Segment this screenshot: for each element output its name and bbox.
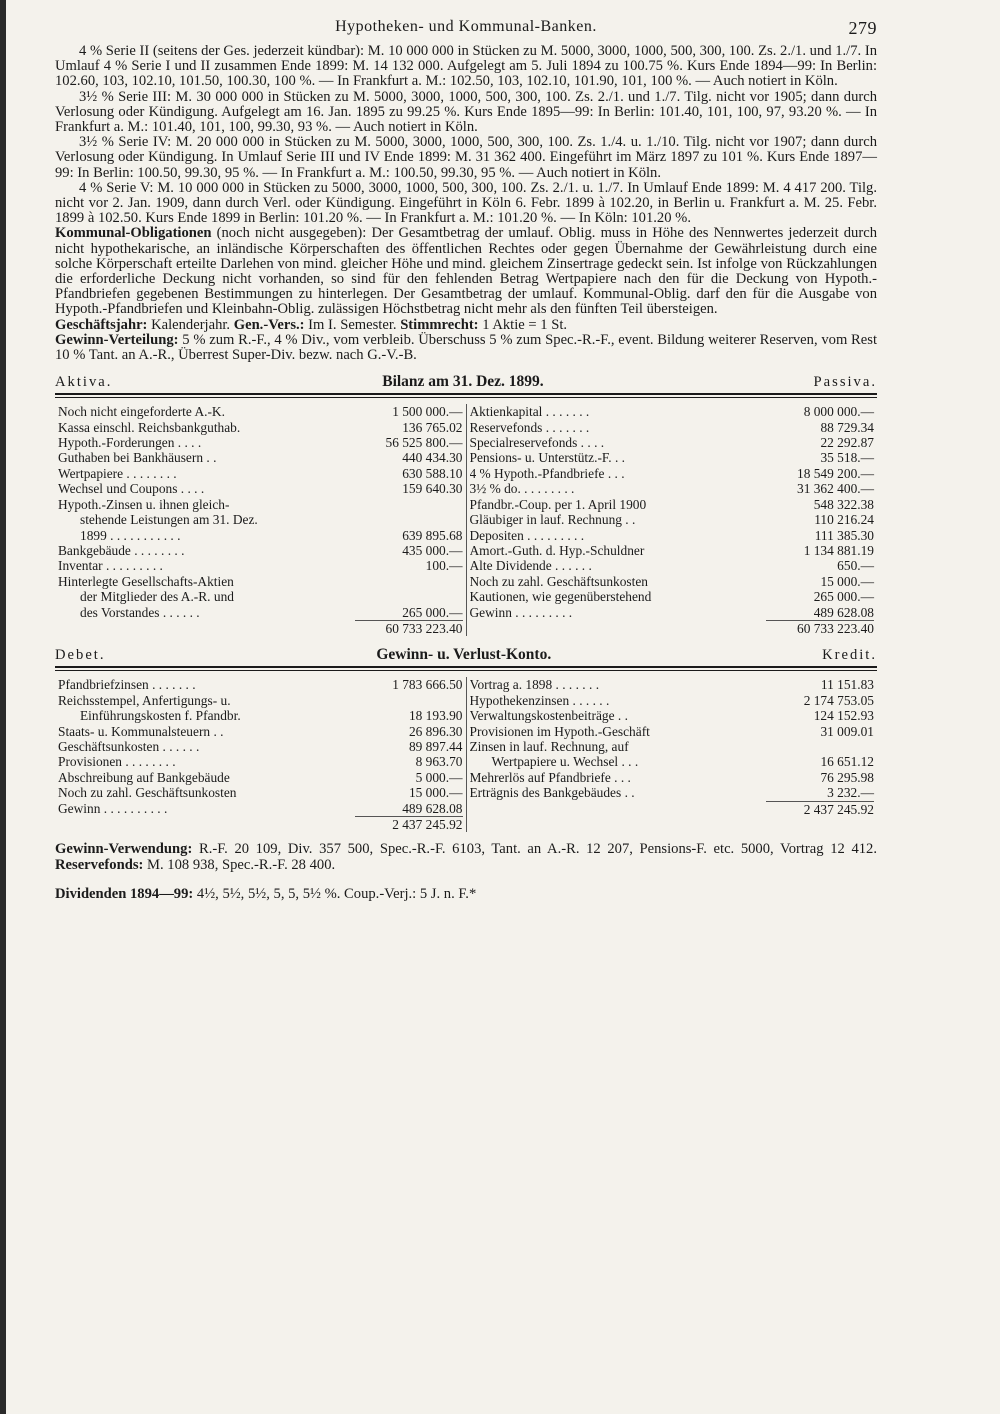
- ledger-label: 3½ % do. . . . . . . . .: [469, 481, 575, 497]
- geschaeftsjahr-heading: Geschäftsjahr:: [55, 316, 148, 333]
- bilanz-double-rule: [55, 393, 877, 398]
- ledger-value: 16 651.12: [820, 754, 874, 770]
- ledger-value: 18 549 200.—: [797, 465, 874, 481]
- ledger-value: 489 628.08: [813, 604, 874, 620]
- ledger-label: Kautionen, wie gegenüberstehend: [469, 589, 652, 605]
- ledger-label: Vortrag a. 1898 . . . . . . .: [469, 677, 600, 693]
- ledger-row: [55, 785, 466, 800]
- ledger-row: [467, 574, 878, 589]
- gewinn-verteilung-text: 5 % zum R.-F., 4 % Div., vom verbleib. Überschuss 5 % zum Spec.-R.-F., event. Bildung weiterer Reserven, vom Rest 10 % Tant. an A.-R., Überrest Super-Div. bezw. nach G.-V.-B.: [55, 331, 877, 364]
- ledger-value: 1 783 666.50: [392, 677, 463, 693]
- ledger-row: [467, 724, 878, 739]
- passiva-heading: Passiva.: [813, 374, 877, 391]
- ledger-value: 8 000 000.—: [803, 404, 874, 420]
- ledger-label: Aktienkapital . . . . . . .: [469, 404, 590, 420]
- ledger-row: [55, 558, 466, 573]
- ledger-value: 159 640.30: [402, 481, 463, 497]
- ledger-row: [467, 528, 878, 543]
- document-page: [55, 18, 877, 903]
- ledger-value: 639 895.68: [402, 527, 463, 543]
- ledger-value: 2 174 753.05: [803, 692, 874, 708]
- ledger-label: Pensions- u. Unterstütz.-F. . .: [469, 450, 626, 466]
- ledger-label: Hypothekenzinsen . . . . . .: [469, 692, 610, 708]
- ledger-label: Gewinn . . . . . . . . . .: [58, 800, 168, 816]
- debet-heading: Debet.: [55, 647, 106, 664]
- ledger-total-value: 60 733 223.40: [766, 620, 874, 636]
- binding-edge: [0, 0, 6, 1414]
- ledger-value: 89 897.44: [408, 738, 463, 754]
- ledger-label: Erträgnis des Bankgebäudes . .: [469, 785, 635, 801]
- ledger-row: [467, 677, 878, 692]
- page-header: [55, 18, 877, 44]
- ledger-value: 111 385.30: [814, 527, 874, 543]
- ledger-row: [55, 605, 466, 620]
- gewinn-verteilung-heading: Gewinn-Verteilung:: [55, 331, 179, 348]
- ledger-label: Reservefonds . . . . . . .: [469, 419, 590, 435]
- gen-vers-heading: Gen.-Vers.:: [233, 316, 305, 333]
- ledger-total-row: [467, 620, 878, 636]
- ledger-row: [55, 589, 466, 604]
- ledger-row: [55, 466, 466, 481]
- ledger-value: 31 362 400.—: [797, 481, 874, 497]
- ledger-value: 76 295.98: [820, 769, 874, 785]
- ledger-label: Abschreibung auf Bankgebäude: [58, 769, 230, 785]
- guv-title: Gewinn- u. Verlust-Konto.: [376, 646, 552, 664]
- ledger-row: [467, 543, 878, 558]
- ledger-row: [55, 497, 466, 512]
- ledger-value: 650.—: [837, 558, 874, 574]
- ledger-label: Bankgebäude . . . . . . . .: [58, 542, 185, 558]
- ledger-value: 110 216.24: [814, 512, 874, 528]
- ledger-row: [467, 558, 878, 573]
- kommunal-obligationen-text: (noch nicht ausgegeben): Der Gesamtbetrag der umlauf. Oblig. muss in Höhe des Nennwertes jederzeit durch nicht hypothekarische, an inländische Körperschaften des öffentlichen Rechtes oder gegen Übernahme der Gewährleistung durch eine solche Körperschaft erteilte Darlehen von mind. gleicher Höhe und mind. gleichem Zinsertrage gedeckt sein. Ist infolge von Rückzahlungen die erforderliche Deckung nicht vorhanden, so sind für den fehlenden Betrag Wertpapiere nach den für die Deckung von Hypoth.-Pfandbriefen gegebenen Bestimmungen zu hinterlegen. Der Gesamtbetrag der umlauf. Kommunal-Oblig. darf den für die Ausgabe von Hypoth.-Pfandbriefen und Kleinbahn-Oblig. zulässigen Höchstbetrag nicht mehr als den fünften Teil übersteigen.: [55, 225, 877, 318]
- ledger-row: [55, 801, 466, 816]
- ledger-label: Specialreservefonds . . . .: [469, 435, 605, 451]
- ledger-value: 8 963.70: [415, 754, 463, 770]
- ledger-value: 489 628.08: [402, 800, 463, 816]
- ledger-total-row: [55, 816, 466, 832]
- ledger-label: Guthaben bei Bankhäusern . .: [58, 450, 217, 466]
- ledger-row: [467, 420, 878, 435]
- ledger-row: [55, 739, 466, 754]
- ledger-row: [55, 708, 466, 723]
- dividenden-heading: Dividenden 1894—99:: [55, 886, 194, 903]
- ledger-row: [55, 404, 466, 419]
- ledger-value: 3 232.—: [827, 785, 874, 801]
- ledger-value: 22 292.87: [820, 435, 874, 451]
- reservefonds-heading: Reservefonds:: [55, 856, 144, 873]
- ledger-label: Kassa einschl. Reichsbankguthab.: [58, 419, 241, 435]
- gewinn-verwendung-text: R.-F. 20 109, Div. 357 500, Spec.-R.-F. 6103, Tant. an A.-R. 12 207, Pensions-F. etc. 5000, Vortrag 12 412.: [192, 841, 877, 858]
- ledger-row: [467, 708, 878, 723]
- ledger-row: [467, 481, 878, 496]
- ledger-label: Wertpapiere . . . . . . . .: [58, 465, 177, 481]
- geschaeftsjahr-text: Kalenderjahr.: [147, 316, 234, 333]
- ledger-value: 5 000.—: [415, 769, 463, 785]
- ledger-value: 11 151.83: [820, 677, 874, 693]
- ledger-row: [55, 481, 466, 496]
- ledger-label: Pfandbr.-Coup. per 1. April 1900: [469, 496, 647, 512]
- ledger-label: Gläubiger in lauf. Rechnung . .: [469, 512, 636, 528]
- ledger-label: 4 % Hypoth.-Pfandbriefe . . .: [469, 465, 625, 481]
- ledger-label: Noch nicht eingeforderte A.-K.: [58, 404, 225, 420]
- ledger-value: 548 322.38: [813, 496, 874, 512]
- ledger-row: [55, 574, 466, 589]
- ledger-label: Provisionen im Hypoth.-Geschäft: [469, 723, 650, 739]
- ledger-label: Hypoth.-Zinsen u. ihnen gleich-: [58, 496, 230, 512]
- paragraph-kommunal-obligationen: [55, 226, 877, 317]
- ledger-row: [55, 724, 466, 739]
- ledger-value: 630 588.10: [402, 465, 463, 481]
- ledger-row: [467, 693, 878, 708]
- running-title: Hypotheken- und Kommunal-Banken.: [335, 18, 597, 35]
- ledger-row: [55, 435, 466, 450]
- paragraph-serie-4: 3½ % Serie IV: M. 20 000 000 in Stücken zu M. 5000, 3000, 1000, 500, 300, 100. Zs. 1./4. u. 1./10. Tilg. nicht vor 1907; dann durch Verlosung oder Kündigung. In Umlauf Serie III und IV Ende 1899: M. 31 362 400. Eingeführt im März 1897 zu 101 %. Kurs Ende 1897—99: In Berlin: 100.50, 99.30, 95 %. — In Frankfurt a. M.: 100.50, 99.30, 95 %. — Auch notiert in Köln.: [55, 134, 877, 181]
- ledger-value: 31 009.01: [820, 723, 874, 739]
- ledger-label: Hypoth.-Forderungen . . . .: [58, 435, 202, 451]
- ledger-label: Gewinn . . . . . . . . .: [469, 604, 573, 620]
- ledger-row: [467, 450, 878, 465]
- ledger-row: [55, 693, 466, 708]
- paragraph-serie-2: 4 % Serie II (seitens der Ges. jederzeit kündbar): M. 10 000 000 in Stücken zu M. 5000, 3000, 1000, 500, 300, 100. Zs. 2./1. und 1./7. In Umlauf 4 % Serie I und II zusammen Ende 1899: M. 14 132 000. Aufgelegt am 5. Juli 1894 zu 100.75 %. Kurs Ende 1894—99: In Berlin: 102.60, 103, 102.10, 101.50, 100.30, 100 %. — In Frankfurt a. M.: 102.50, 103, 102.10, 101.90, 101, 100 %. — Auch notiert in Köln.: [55, 43, 877, 90]
- ledger-value: 136 765.02: [402, 419, 463, 435]
- guv-table: [55, 677, 877, 832]
- ledger-value: 1 500 000.—: [392, 404, 463, 420]
- ledger-label: Amort.-Guth. d. Hyp.-Schuldner: [469, 542, 645, 558]
- debet-column: [55, 677, 467, 832]
- guv-header: [55, 646, 877, 664]
- ledger-value: 15 000.—: [820, 573, 874, 589]
- ledger-label: Geschäftsunkosten . . . . . .: [58, 738, 200, 754]
- kredit-heading: Kredit.: [822, 647, 877, 664]
- ledger-row: [55, 677, 466, 692]
- gewinn-verwendung-heading: Gewinn-Verwendung:: [55, 841, 193, 858]
- ledger-row: [55, 754, 466, 769]
- ledger-row: [467, 785, 878, 800]
- ledger-row: [467, 404, 878, 419]
- kommunal-obligationen-heading: Kommunal-Obligationen: [55, 225, 212, 242]
- dividenden-text: 4½, 5½, 5½, 5, 5, 5½ %. Coup.-Verj.: 5 J. n. F.*: [193, 886, 477, 903]
- ledger-value: 265 000.—: [813, 589, 874, 605]
- paragraph-dividenden: [55, 887, 877, 902]
- ledger-row: [467, 435, 878, 450]
- ledger-label: Wechsel und Coupons . . . .: [58, 481, 205, 497]
- reservefonds-text: M. 108 938, Spec.-R.-F. 28 400.: [143, 856, 336, 873]
- ledger-label: Verwaltungskostenbeiträge . .: [469, 708, 628, 724]
- gen-vers-text: Im I. Semester.: [304, 316, 401, 333]
- ledger-label: Staats- u. Kommunalsteuern . .: [58, 723, 224, 739]
- kredit-column: [467, 677, 878, 832]
- ledger-total-value: 2 437 245.92: [766, 801, 874, 817]
- ledger-value: 265 000.—: [402, 604, 463, 620]
- ledger-total-value: 60 733 223.40: [355, 620, 463, 636]
- bilanz-table: [55, 404, 877, 636]
- ledger-row: [55, 450, 466, 465]
- paragraph-geschaeftsjahr: [55, 318, 877, 333]
- ledger-label: des Vorstandes . . . . . .: [80, 604, 200, 620]
- ledger-value: 18 193.90: [408, 708, 463, 724]
- stimmrecht-heading: Stimmrecht:: [400, 316, 479, 333]
- ledger-row: [467, 739, 878, 754]
- ledger-label: Einführungskosten f. Pfandbr.: [80, 708, 241, 724]
- stimmrecht-text: 1 Aktie = 1 St.: [478, 316, 568, 333]
- ledger-label: Noch zu zahl. Geschäftsunkosten: [469, 573, 648, 589]
- ledger-value: 88 729.34: [820, 419, 874, 435]
- paragraph-serie-5: 4 % Serie V: M. 10 000 000 in Stücken zu 5000, 3000, 1000, 500, 300, 100. Zs. 2./1. u. 1./7. In Umlauf Ende 1899: M. 4 417 200. Tilg. nicht vor 2. Jan. 1909, dann durch Verl. oder Kündigung. Eingeführt in Köln 6. Febr. 1899 à 102.20, in Berlin u. Frankfurt a. M. 25. Febr. 1899 à 102.50. Kurs Ende 1899 in Berlin: 101.20 %. — In Frankfurt a. M.: 101.20 %. — In Köln: 101.20 %.: [55, 179, 877, 227]
- bilanz-title: Bilanz am 31. Dez. 1899.: [382, 373, 544, 391]
- ledger-value: 1 134 881.19: [803, 542, 874, 558]
- ledger-row: [55, 512, 466, 527]
- ledger-row: [467, 605, 878, 620]
- paragraph-gewinn-verteilung: [55, 333, 877, 363]
- ledger-value: 100.—: [425, 558, 463, 574]
- passiva-column: [467, 404, 878, 636]
- bilanz-header: [55, 373, 877, 391]
- ledger-label: Provisionen . . . . . . . .: [58, 754, 176, 770]
- ledger-total-row: [467, 801, 878, 817]
- ledger-label: Reichsstempel, Anfertigungs- u.: [58, 692, 231, 708]
- page-number: 279: [848, 18, 877, 38]
- ledger-row: [467, 497, 878, 512]
- paragraph-serie-3: 3½ % Serie III: M. 30 000 000 in Stücken zu M. 5000, 3000, 1000, 500, 300, 100. Zs. 2./1. und 1./7. Tilg. nicht vor 1905; dann durch Verlosung oder Kündigung. Aufgelegt am 16. Jan. 1895 zu 99.25 %. Kurs Ende 1895—99: In Berlin: 101.40, 101, 100, 97, 93.20 %. — In Frankfurt a. M.: 101.40, 101, 100, 99.30, 93 %. — Auch notiert in Köln.: [55, 88, 877, 136]
- ledger-label: Alte Dividende . . . . . .: [469, 558, 592, 574]
- ledger-row: [55, 528, 466, 543]
- ledger-total-value: 2 437 245.92: [355, 816, 463, 832]
- ledger-value: 440 434.30: [402, 450, 463, 466]
- ledger-value: 26 896.30: [408, 723, 463, 739]
- ledger-total-row: [55, 620, 466, 636]
- ledger-value: 124 152.93: [813, 708, 874, 724]
- ledger-row: [467, 754, 878, 769]
- aktiva-column: [55, 404, 467, 636]
- ledger-label: Inventar . . . . . . . . .: [58, 558, 163, 574]
- ledger-row: [467, 770, 878, 785]
- ledger-label: 1899 . . . . . . . . . . .: [80, 527, 181, 543]
- ledger-label: Mehrerlös auf Pfandbriefe . . .: [469, 769, 631, 785]
- ledger-label: Zinsen in lauf. Rechnung, auf: [469, 738, 629, 754]
- paragraph-gewinn-verwendung: [55, 842, 877, 872]
- ledger-label: Pfandbriefzinsen . . . . . . .: [58, 677, 196, 693]
- ledger-row: [467, 589, 878, 604]
- ledger-row: [467, 466, 878, 481]
- ledger-label: Wertpapiere u. Wechsel . . .: [491, 754, 639, 770]
- ledger-value: 56 525 800.—: [385, 435, 463, 451]
- aktiva-heading: Aktiva.: [55, 374, 113, 391]
- ledger-value: 435 000.—: [402, 542, 463, 558]
- ledger-label: Hinterlegte Gesellschafts-Aktien: [58, 573, 234, 589]
- ledger-value: 15 000.—: [408, 785, 463, 801]
- ledger-row: [55, 543, 466, 558]
- ledger-label: Noch zu zahl. Geschäftsunkosten: [58, 785, 237, 801]
- ledger-value: 35 518.—: [820, 450, 874, 466]
- ledger-row: [55, 770, 466, 785]
- ledger-row: [55, 420, 466, 435]
- ledger-label: stehende Leistungen am 31. Dez.: [80, 512, 258, 528]
- ledger-label: der Mitglieder des A.-R. und: [80, 589, 234, 605]
- guv-double-rule: [55, 666, 877, 671]
- ledger-row: [467, 512, 878, 527]
- ledger-label: Depositen . . . . . . . . .: [469, 527, 585, 543]
